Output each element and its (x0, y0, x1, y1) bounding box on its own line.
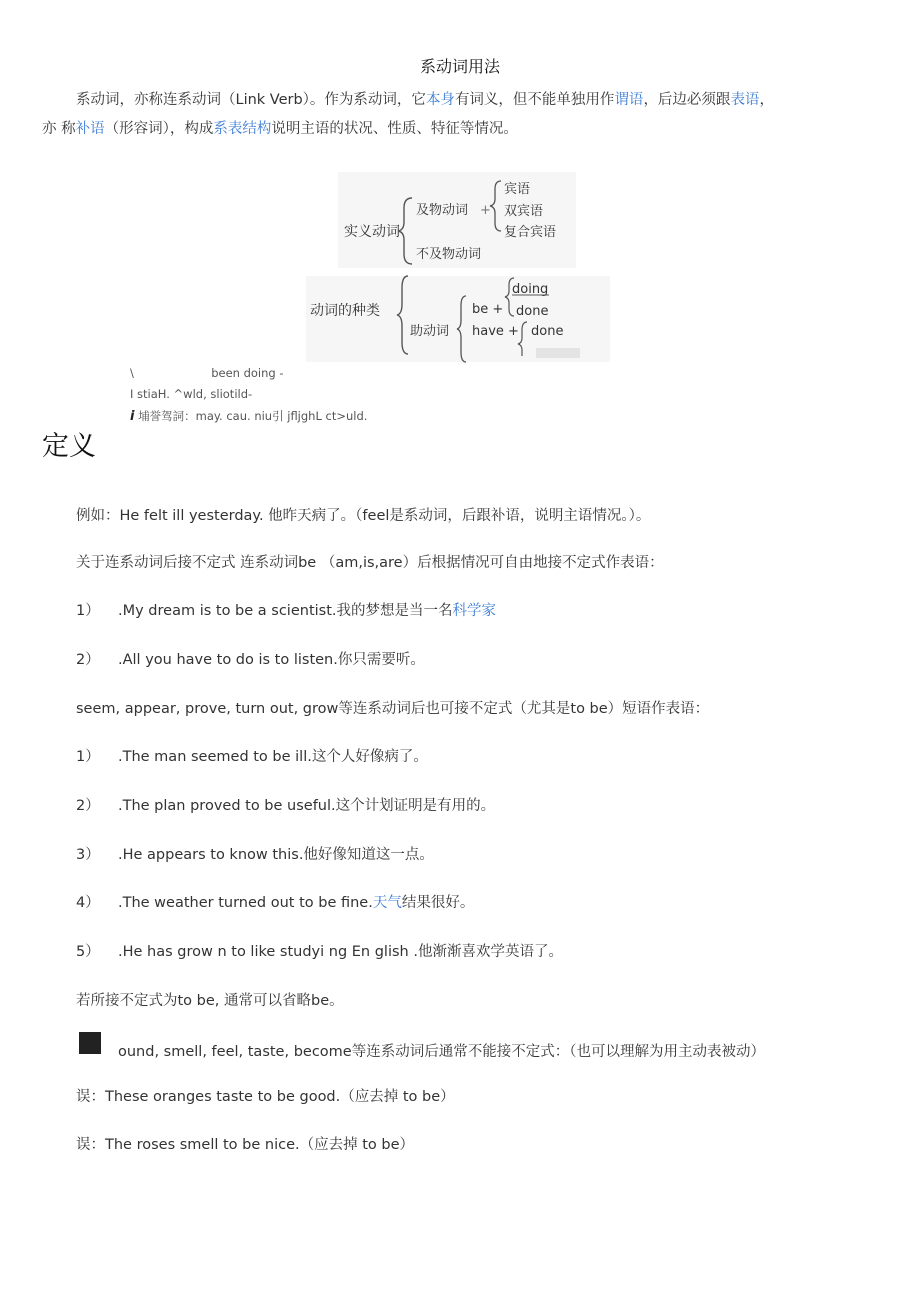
square-bullet (79, 1032, 101, 1054)
list-number: 2） (76, 798, 100, 814)
be-plus-label: be + (472, 302, 504, 317)
rule-no-infinitive: ound, smell, feel, taste, become等连系动词后通常不能接不定式：（也可以理解为用主动表被动） (118, 1044, 765, 1060)
intro-line-2 (42, 117, 518, 138)
done-label: done (516, 304, 549, 319)
link-scientist[interactable]: 科学家 (452, 603, 497, 619)
link-biaoyu[interactable]: 表语 (730, 92, 760, 108)
list-number: 4） (76, 895, 100, 911)
ocr-text: been doing - (211, 366, 284, 380)
list-number: 2） (76, 652, 100, 668)
page-title: 系动词用法 (419, 57, 500, 76)
wrong-example-1: 误：These oranges taste to be good.（应去掉 to be） (76, 1089, 455, 1105)
example-sentence: 例如：He felt ill yesterday. 他昨天病了。（feel是系动词，后跟补语，说明主语情况。）。 (76, 508, 651, 524)
list-text-after: 结果很好。 (401, 895, 475, 911)
rule-seem-infinitive: seem, appear, prove, turn out, grow等连系动词后也可接不定式（尤其是to be）短语作表语： (76, 701, 710, 717)
list-text: .The plan proved to be useful.这个计划证明是有用的。 (118, 798, 496, 814)
done-label-2: done (531, 324, 564, 339)
intro-text: ，后边必须跟 (643, 92, 731, 108)
verb-types-label: 动词的种类 (310, 303, 380, 319)
intro-text: 说明主语的状况、性质、特征等情况。 (271, 121, 518, 137)
list-text: .The man seemed to be ill.这个人好像病了。 (118, 749, 428, 765)
rule-omit-be: 若所接不定式为to be, 通常可以省略be。 (76, 993, 344, 1009)
transitive-verb-label: 及物动词 (416, 203, 469, 218)
intro-text: 亦 称 (42, 121, 76, 137)
have-plus-label: have + (472, 324, 519, 339)
doing-label: doing (512, 282, 549, 297)
intro-text: ， (759, 92, 774, 108)
ocr-text: 埔誉驾詞：may. cau. niu引 jfljghL ct>uld. (138, 409, 368, 423)
verb-classification-diagram (306, 172, 610, 364)
ocr-line-2: I stiaH. ^wld, sliotild- (130, 387, 253, 401)
list-number: 3） (76, 847, 100, 863)
auxiliary-verb-label: 助动词 (410, 324, 450, 339)
ocr-mark: i (130, 409, 135, 424)
list-text: .He appears to know this.他好像知道这一点。 (118, 847, 434, 863)
list-number: 1） (76, 603, 100, 619)
ocr-line-1 (130, 366, 284, 380)
link-xibiaojiegou[interactable]: 系表结构 (213, 121, 272, 137)
ocr-line-3 (130, 408, 367, 424)
list-text: .He has grow n to like studyi ng En glish .他渐渐喜欢学英语了。 (118, 944, 563, 960)
wrong-example-2: 误：The roses smell to be nice.（应去掉 to be） (76, 1137, 415, 1153)
list-text: .All you have to do is to listen.你只需要听。 (118, 652, 425, 668)
double-object-label: 双宾语 (504, 204, 544, 219)
ocr-mark: \ (130, 366, 134, 380)
intro-text: （形容词），构成 (104, 121, 214, 137)
list-item (76, 745, 428, 766)
list-item (76, 940, 563, 961)
link-weiyu[interactable]: 谓语 (614, 92, 644, 108)
plus-sign: + (480, 203, 491, 218)
section-heading: 定义 (42, 431, 96, 462)
complex-object-label: 复合宾语 (504, 225, 557, 240)
link-benshen[interactable]: 本身 (425, 92, 455, 108)
link-weather[interactable]: 天气 (372, 895, 402, 911)
list-text: .My dream is to be a scientist.我的梦想是当一名 (118, 603, 453, 619)
intro-text: 系动词，亦称连系动词（Link Verb）。作为系动词，它 (76, 92, 426, 108)
link-buyu[interactable]: 补语 (75, 121, 105, 137)
lexical-verb-label: 实义动词 (344, 224, 400, 240)
intro-text: 有词义，但不能单独用作 (454, 92, 615, 108)
list-item (76, 843, 434, 864)
object-label: 宾语 (504, 182, 531, 197)
list-number: 5） (76, 944, 100, 960)
list-text: .The weather turned out to be fine. (118, 895, 373, 911)
intro-line-1 (76, 88, 774, 109)
rule-be-infinitive: 关于连系动词后接不定式 连系动词be （am,is,are）后根据情况可自由地接不定式作表语： (76, 555, 664, 571)
intransitive-verb-label: 不及物动词 (416, 247, 482, 262)
list-number: 1） (76, 749, 100, 765)
list-item (76, 648, 425, 669)
list-item (76, 599, 496, 620)
list-item (76, 891, 474, 912)
list-item (76, 794, 495, 815)
